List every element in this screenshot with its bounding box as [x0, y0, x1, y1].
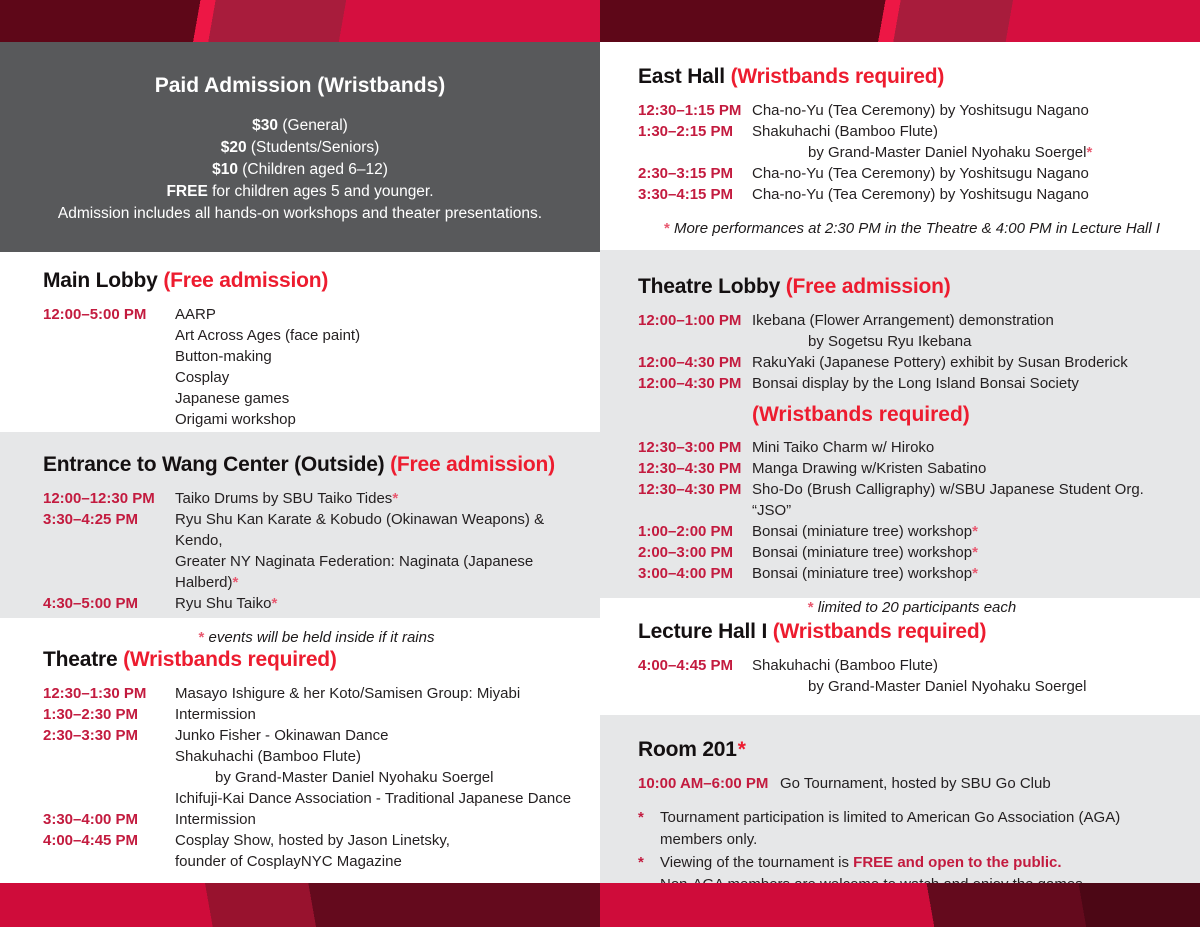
event-time: 12:00–5:00 PM: [43, 306, 147, 323]
event-text: Japanese games: [175, 390, 290, 407]
event-text: Intermission: [175, 706, 256, 723]
event-time: 1:00–2:00 PM: [638, 523, 734, 540]
event-description: [175, 851, 590, 872]
section-entrance: [0, 432, 600, 646]
section-title-suffix: (Wristbands required): [772, 620, 987, 643]
event-description: [175, 830, 590, 851]
event-description: [175, 704, 590, 725]
section-title-text: Room 201: [638, 738, 737, 761]
event-text: Mini Taiko Charm w/ Hiroko: [752, 439, 935, 456]
event-text: by Grand-Master Daniel Nyohaku Soergel: [215, 769, 494, 786]
schedule-row: [638, 563, 1186, 584]
event-description: [752, 521, 1186, 542]
section-title: [638, 738, 1186, 762]
event-time: 12:00–4:30 PM: [638, 354, 742, 371]
event-text: Manga Drawing w/Kristen Sabatino: [752, 460, 987, 477]
event-text: Bonsai display by the Long Island Bonsai Society: [752, 375, 1079, 392]
event-lines: [175, 304, 590, 430]
event-lines: [752, 437, 1186, 458]
event-text: Sho-Do (Brush Calligraphy) w/SBU Japanese Student Org. “JSO”: [752, 481, 1144, 519]
schedule-row: [638, 373, 1186, 394]
event-text: Bonsai (miniature tree) workshop: [752, 565, 973, 582]
event-time: 12:00–12:30 PM: [43, 490, 155, 507]
admission-price-amount: $20: [220, 139, 247, 156]
admission-price-amount: FREE: [166, 183, 208, 200]
schedule-row: [638, 655, 1186, 697]
asterisk-icon: *: [972, 565, 978, 582]
event-lines: [752, 479, 1186, 521]
schedule-rows: [638, 100, 1186, 205]
event-text: Cosplay: [175, 369, 230, 386]
schedule-row: [43, 725, 590, 809]
section-title-suffix: (Free admission): [390, 453, 555, 476]
event-description: [752, 100, 1186, 121]
section-title-text: East Hall: [638, 65, 725, 88]
event-text: Shakuhachi (Bamboo Flute): [752, 657, 938, 674]
event-text: Cosplay Show, hosted by Jason Linetsky,: [175, 832, 450, 849]
event-lines: [175, 509, 590, 593]
event-description: [175, 388, 590, 409]
event-description: [752, 163, 1186, 184]
admission-title: Paid Admission (Wristbands): [154, 74, 446, 97]
event-time: 3:00–4:00 PM: [638, 565, 734, 582]
section-title-suffix: (Wristbands required): [730, 65, 945, 88]
admission-price-line: [30, 203, 570, 225]
event-lines: [752, 373, 1186, 394]
asterisk-icon: *: [271, 595, 278, 612]
event-text: Art Across Ages (face paint): [175, 327, 361, 344]
event-lines: [175, 704, 590, 725]
footnote: [638, 807, 1186, 851]
section-title-text: Main Lobby: [43, 269, 158, 292]
event-description: [752, 676, 1186, 697]
event-description: [175, 325, 590, 346]
event-time: 12:30–1:30 PM: [43, 685, 147, 702]
footnote-segment: FREE and open to the public.: [853, 854, 1062, 871]
schedule-rows: [43, 683, 590, 872]
event-time: 12:30–3:00 PM: [638, 439, 742, 456]
section-title-suffix: (Free admission): [785, 275, 951, 298]
wristbands-required-subheading: (Wristbands required): [752, 403, 970, 426]
event-time: 12:00–1:00 PM: [638, 312, 742, 329]
event-description: [175, 304, 590, 325]
asterisk-icon: *: [198, 629, 205, 646]
event-lines: [752, 184, 1186, 205]
schedule-row: [638, 479, 1186, 521]
event-text: Masayo Ishigure & her Koto/Samisen Group: Miyabi: [175, 685, 521, 702]
event-time: 1:30–2:15 PM: [638, 123, 734, 140]
event-description: [752, 310, 1186, 331]
event-time: 4:00–4:45 PM: [43, 832, 139, 849]
schedule-row: [638, 542, 1186, 563]
asterisk-icon: *: [972, 544, 978, 561]
schedule-row: [638, 100, 1186, 121]
event-description: [175, 788, 590, 809]
event-description: [752, 437, 1186, 458]
event-lines: [175, 593, 590, 614]
event-text: AARP: [175, 306, 216, 323]
event-time: 12:30–1:15 PM: [638, 102, 742, 119]
event-text: by Sogetsu Ryu Ikebana: [808, 333, 972, 350]
event-lines: [752, 310, 1186, 352]
event-description: [175, 551, 590, 593]
asterisk-icon: *: [737, 738, 746, 761]
schedule-rows: [638, 437, 1186, 584]
event-text: Ryu Shu Taiko: [175, 595, 272, 612]
event-time: 4:30–5:00 PM: [43, 595, 139, 612]
section-theatre: [0, 618, 600, 883]
event-description: [175, 367, 590, 388]
event-text: Origami workshop: [175, 411, 296, 428]
section-title-suffix: (Free admission): [163, 269, 329, 292]
footnote-text: limited to 20 participants each: [817, 599, 1017, 616]
asterisk-icon: *: [1086, 144, 1093, 161]
event-text: Ryu Shu Kan Karate & Kobudo (Okinawan Weapons) & Kendo,: [175, 511, 545, 549]
footnote: [638, 220, 1186, 237]
event-lines: [175, 725, 590, 809]
event-text: RakuYaki (Japanese Pottery) exhibit by Susan Broderick: [752, 354, 1128, 371]
decorative-banner-bottom-right: [600, 883, 1200, 927]
event-text: Bonsai (miniature tree) workshop: [752, 523, 973, 540]
schedule-row: [638, 437, 1186, 458]
schedule-row: [638, 458, 1186, 479]
event-lines: [752, 100, 1186, 121]
decorative-banner-top-right: [600, 0, 1200, 42]
schedule-rows: [43, 488, 590, 614]
schedule-row: [638, 352, 1186, 373]
event-time: 2:00–3:00 PM: [638, 544, 734, 561]
event-text: by Grand-Master Daniel Nyohaku Soergel: [808, 678, 1087, 695]
section-east-hall: [600, 42, 1200, 250]
schedule-row: [43, 304, 590, 430]
section-title: [43, 453, 590, 477]
section-title-text: Entrance to Wang Center (Outside): [43, 453, 385, 476]
admission-price-text: Admission includes all hands-on workshops and theater presentations.: [57, 205, 543, 222]
event-text: Greater NY Naginata Federation: Naginata (Japanese Halberd): [175, 553, 534, 591]
event-text: Cha-no-Yu (Tea Ceremony) by Yoshitsugu Nagano: [752, 165, 1089, 182]
footnote-line: [638, 807, 1186, 851]
schedule-row: [43, 593, 590, 614]
event-description: [175, 767, 590, 788]
paid-admission-box: [0, 42, 600, 252]
section-room-201: [600, 715, 1200, 883]
schedule-row: [638, 163, 1186, 184]
event-lines: [752, 121, 1186, 163]
event-text: Shakuhachi (Bamboo Flute): [752, 123, 938, 140]
event-text: Taiko Drums by SBU Taiko Tides: [175, 490, 393, 507]
footnote-line: [638, 852, 1186, 874]
section-title: [43, 648, 590, 672]
event-description: [780, 773, 1186, 794]
event-time: 3:30–4:00 PM: [43, 811, 139, 828]
decorative-banner-bottom-left: [0, 883, 600, 927]
event-lines: [752, 542, 1186, 563]
event-time: 12:30–4:30 PM: [638, 481, 742, 498]
event-lines: [752, 655, 1186, 697]
event-description: [175, 488, 590, 509]
event-description: [752, 563, 1186, 584]
event-description: [752, 142, 1186, 163]
footnote-text: [660, 807, 1186, 851]
event-description: [175, 725, 590, 746]
event-description: [175, 409, 590, 430]
event-text: founder of CosplayNYC Magazine: [175, 853, 402, 870]
event-time: 2:30–3:15 PM: [638, 165, 734, 182]
event-time: 4:00–4:45 PM: [638, 657, 734, 674]
footnote-text: [660, 852, 1062, 874]
event-lines: [752, 163, 1186, 184]
section-title: [43, 269, 590, 293]
schedule-rows: [638, 310, 1186, 394]
admission-price-amount: $10: [212, 161, 238, 178]
section-title: [638, 65, 1186, 89]
schedule-rows: [638, 655, 1186, 697]
event-time: 3:30–4:15 PM: [638, 186, 734, 203]
asterisk-icon: *: [638, 854, 644, 871]
admission-price-line: [30, 181, 570, 203]
event-time: 12:00–4:30 PM: [638, 375, 742, 392]
section-title: [638, 620, 1186, 644]
event-description: [752, 655, 1186, 676]
schedule-row: [43, 809, 590, 830]
asterisk-icon: *: [392, 490, 399, 507]
section-title-suffix: (Wristbands required): [123, 648, 337, 671]
event-text: Intermission: [175, 811, 256, 828]
asterisk-icon: *: [807, 599, 814, 616]
section-title-text: Theatre: [43, 648, 118, 671]
section-main-lobby: [0, 252, 600, 432]
event-text: Ichifuji-Kai Dance Association - Traditional Japanese Dance: [175, 790, 572, 807]
schedule-row: [43, 830, 590, 872]
schedule-rows: [638, 773, 1186, 794]
admission-price-text: (Children aged 6–12): [237, 161, 388, 178]
event-description: [752, 479, 1186, 521]
section-title-text: Theatre Lobby: [638, 275, 781, 298]
event-description: [752, 121, 1186, 142]
event-lines: [752, 458, 1186, 479]
event-lines: [175, 809, 590, 830]
right-page-panel: [600, 0, 1200, 927]
event-description: [752, 373, 1186, 394]
footnote-text: events will be held inside if it rains: [208, 629, 435, 646]
event-text: Cha-no-Yu (Tea Ceremony) by Yoshitsugu Nagano: [752, 186, 1089, 203]
event-description: [175, 593, 590, 614]
admission-price-text: (General): [278, 117, 348, 134]
event-lines: [780, 773, 1186, 794]
section-lecture-hall: [600, 598, 1200, 715]
schedule-rows: [43, 304, 590, 430]
event-lines: [752, 563, 1186, 584]
schedule-row: [43, 683, 590, 704]
event-description: [752, 458, 1186, 479]
event-time: 10:00 AM–6:00 PM: [638, 775, 769, 792]
footnote-segment: Tournament participation is limited to American Go Association (AGA) members only.: [660, 809, 1121, 848]
event-description: [175, 809, 590, 830]
event-lines: [752, 521, 1186, 542]
event-description: [752, 352, 1186, 373]
right-column-sections: [600, 42, 1200, 883]
schedule-row: [43, 488, 590, 509]
left-column-sections: [0, 252, 600, 883]
event-description: [175, 683, 590, 704]
event-time: 3:30–4:25 PM: [43, 511, 139, 528]
admission-price-list: [30, 115, 570, 225]
event-description: [752, 331, 1186, 352]
asterisk-icon: *: [638, 809, 644, 826]
event-description: [175, 346, 590, 367]
section-title-text: Lecture Hall I: [638, 620, 768, 643]
decorative-banner-top-left: [0, 0, 600, 42]
admission-price-line: [30, 115, 570, 137]
schedule-row: [43, 509, 590, 593]
event-text: Bonsai (miniature tree) workshop: [752, 544, 973, 561]
schedule-row: [638, 773, 1186, 794]
event-lines: [175, 830, 590, 872]
asterisk-icon: *: [232, 574, 239, 591]
schedule-row: [638, 121, 1186, 163]
event-text: Junko Fisher - Okinawan Dance: [175, 727, 389, 744]
event-text: Go Tournament, hosted by SBU Go Club: [780, 775, 1051, 792]
section-title: [638, 275, 1186, 299]
admission-price-line: [30, 137, 570, 159]
event-text: Button-making: [175, 348, 272, 365]
event-text: by Grand-Master Daniel Nyohaku Soergel: [808, 144, 1087, 161]
event-description: [752, 184, 1186, 205]
footnote-segment: Viewing of the tournament is: [660, 854, 854, 871]
schedule-row: [638, 310, 1186, 352]
admission-price-line: [30, 159, 570, 181]
section-theatre-lobby: [600, 250, 1200, 616]
schedule-row: [43, 704, 590, 725]
admission-price-amount: $30: [252, 117, 279, 134]
event-description: [175, 746, 590, 767]
event-text: Shakuhachi (Bamboo Flute): [175, 748, 361, 765]
event-lines: [175, 683, 590, 704]
footnote-text: More performances at 2:30 PM in the Theatre & 4:00 PM in Lecture Hall I: [673, 220, 1161, 237]
schedule-row: [638, 521, 1186, 542]
event-text: Cha-no-Yu (Tea Ceremony) by Yoshitsugu Nagano: [752, 102, 1089, 119]
admission-price-text: (Students/Seniors): [246, 139, 380, 156]
asterisk-icon: *: [663, 220, 670, 237]
event-lines: [752, 352, 1186, 373]
event-time: 12:30–4:30 PM: [638, 460, 742, 477]
event-time: 1:30–2:30 PM: [43, 706, 139, 723]
schedule-row: [638, 184, 1186, 205]
event-description: [752, 542, 1186, 563]
event-lines: [175, 488, 590, 509]
admission-price-text: for children ages 5 and younger.: [207, 183, 434, 200]
asterisk-icon: *: [972, 523, 978, 540]
event-text: Ikebana (Flower Arrangement) demonstration: [752, 312, 1054, 329]
event-time: 2:30–3:30 PM: [43, 727, 139, 744]
event-description: [175, 509, 590, 551]
